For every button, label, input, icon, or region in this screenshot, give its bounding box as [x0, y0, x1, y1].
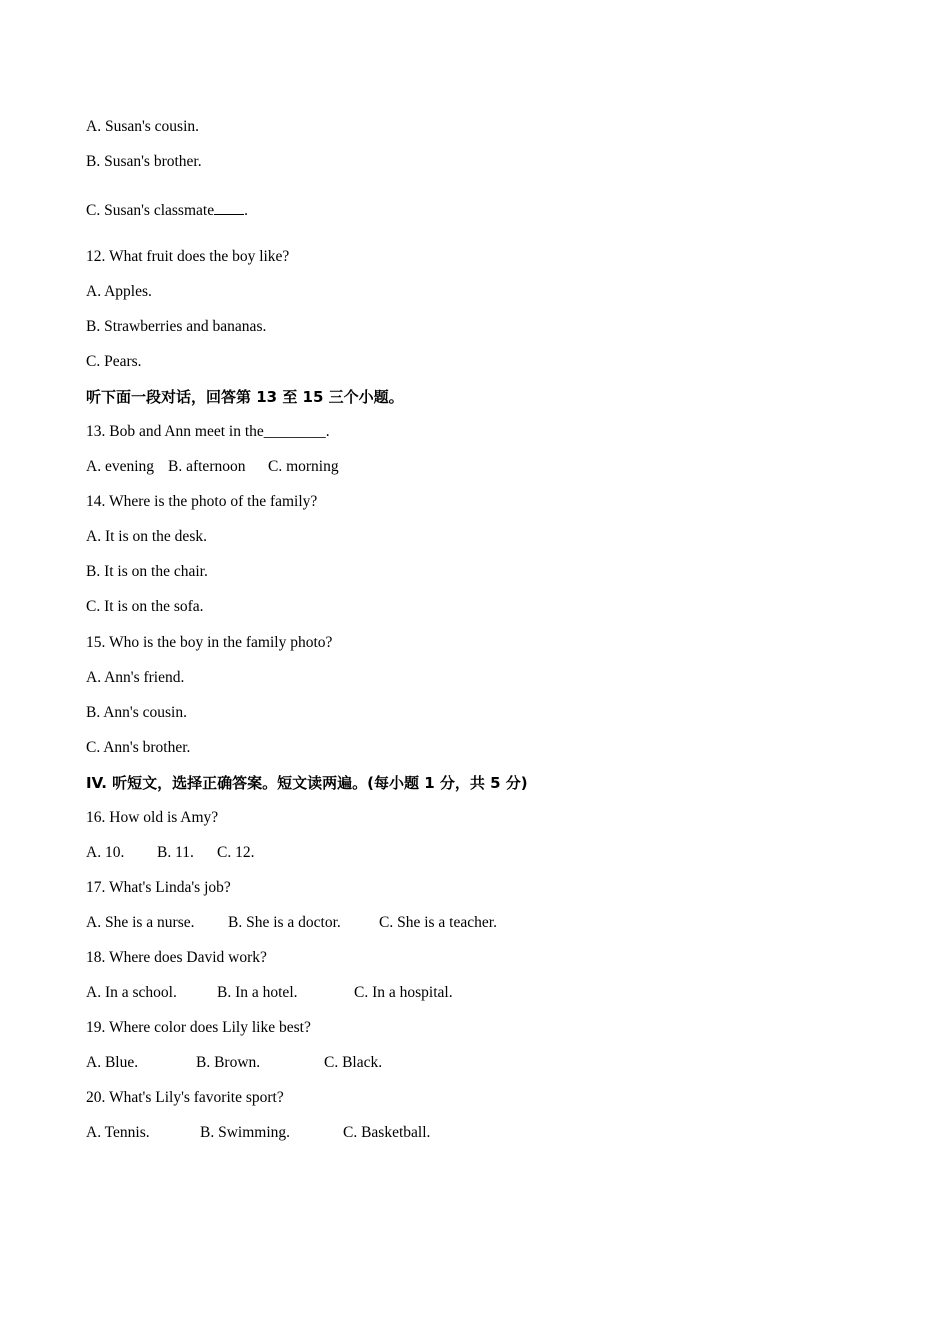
q11-option-c	[86, 200, 248, 221]
q11-option-c-period: .	[244, 202, 248, 219]
q11-option-a: A. Susan's cousin.	[86, 118, 200, 135]
q13-option-b: B. afternoon	[168, 458, 246, 475]
q20-option-a: A. Tennis.	[86, 1124, 150, 1141]
q18-options	[86, 983, 453, 1003]
q12-question: 12. What fruit does the boy like?	[86, 248, 290, 265]
section-heading-iv: IV. 听短文，选择正确答案。短文读两遍。(每小题 1 分，共 5 分)	[86, 774, 528, 792]
q15-option-a: A. Ann's friend.	[86, 669, 185, 686]
q18-option-a: A. In a school.	[86, 984, 177, 1001]
q19-option-a: A. Blue.	[86, 1054, 139, 1071]
q19-option-c: C. Black.	[324, 1054, 383, 1071]
q13-option-c: C. morning	[268, 458, 339, 475]
q14-option-a: A. It is on the desk.	[86, 528, 207, 545]
q15-option-b: B. Ann's cousin.	[86, 704, 187, 721]
answer-blank	[214, 200, 244, 215]
q16-option-b: B. 11.	[157, 844, 194, 861]
q18-option-c: C. In a hospital.	[354, 984, 453, 1001]
q19-option-b: B. Brown.	[196, 1054, 261, 1071]
q15-question: 15. Who is the boy in the family photo?	[86, 634, 333, 651]
q19-question: 19. Where color does Lily like best?	[86, 1019, 311, 1036]
q14-option-c: C. It is on the sofa.	[86, 598, 204, 615]
q14-option-b: B. It is on the chair.	[86, 563, 208, 580]
q12-option-a: A. Apples.	[86, 283, 152, 300]
q20-option-b: B. Swimming.	[200, 1124, 291, 1141]
q16-question: 16. How old is Amy?	[86, 809, 219, 826]
q11-option-c-text: C. Susan's classmate	[86, 202, 215, 219]
q15-option-c: C. Ann's brother.	[86, 739, 191, 756]
q18-option-b: B. In a hotel.	[217, 984, 298, 1001]
q19-options	[86, 1053, 382, 1073]
q17-options	[86, 913, 497, 933]
q20-option-c: C. Basketball.	[343, 1124, 431, 1141]
q12-option-c: C. Pears.	[86, 353, 142, 370]
q12-option-b: B. Strawberries and bananas.	[86, 318, 267, 335]
q17-option-a: A. She is a nurse.	[86, 914, 195, 931]
q11-option-b: B. Susan's brother.	[86, 153, 202, 170]
q18-question: 18. Where does David work?	[86, 949, 267, 966]
q17-option-c: C. She is a teacher.	[379, 914, 497, 931]
q20-question: 20. What's Lily's favorite sport?	[86, 1089, 284, 1106]
q13-question: 13. Bob and Ann meet in the________.	[86, 423, 330, 440]
q20-options	[86, 1123, 430, 1143]
q16-options	[86, 843, 254, 863]
q17-option-b: B. She is a doctor.	[228, 914, 341, 931]
q16-option-c: C. 12.	[217, 844, 255, 861]
q16-option-a: A. 10.	[86, 844, 125, 861]
q14-question: 14. Where is the photo of the family?	[86, 493, 318, 510]
section-heading-13-15: 听下面一段对话，回答第 13 至 15 三个小题。	[86, 388, 404, 406]
q13-options	[86, 457, 339, 477]
q13-option-a: A. evening	[86, 458, 155, 475]
q17-question: 17. What's Linda's job?	[86, 879, 231, 896]
